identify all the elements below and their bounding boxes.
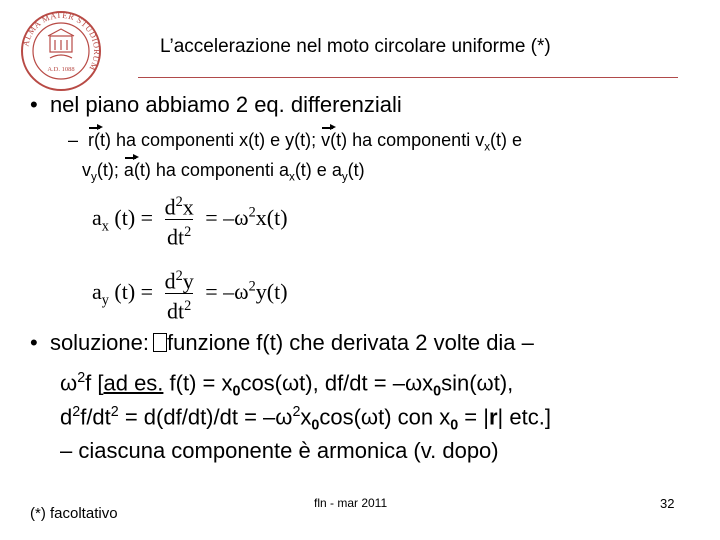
a-text-a: (t) ha componenti a <box>133 160 289 180</box>
eq2-rhs-a: = –ω <box>205 278 249 304</box>
a-text-b: (t) e a <box>294 160 342 180</box>
eq2-denominator: $dt^2$ <box>165 293 193 323</box>
footer-note: (*) facoltativo <box>30 505 118 522</box>
eq2-rhs-b: y(t) <box>255 278 288 304</box>
eq2-lhs-arg: (t) = <box>114 278 154 304</box>
r-vector-symbol: r <box>88 130 95 150</box>
v-vector-symbol: v <box>321 130 331 150</box>
bullet-1 <box>30 92 402 118</box>
equation-ay <box>92 264 288 324</box>
slide-title: L’accelerazione nel moto circolare uniforme (*) <box>160 36 551 57</box>
a-sub-y: y <box>341 170 348 184</box>
vy-v: v <box>82 160 91 180</box>
eq1-denominator: $dt^2$ <box>165 219 193 249</box>
v-text-a: (t) ha componenti v <box>330 130 485 150</box>
sub-bullet-dash: – <box>68 130 79 150</box>
eq1-numerator: $d^2x$ <box>164 194 194 220</box>
r-text: (t) ha componenti x(t) e y(t); <box>94 130 317 150</box>
a-text-c: (t) <box>347 160 365 180</box>
bullet-1-text: nel piano abbiamo 2 eq. differenziali <box>49 92 402 117</box>
bullet-2-label: soluzione: <box>49 330 150 355</box>
bullet-2-line-4: – ciascuna componente è armonica (v. dopo) <box>60 438 499 463</box>
eq1-lhs: a <box>92 204 102 230</box>
bullet-2 <box>30 330 534 356</box>
page-number: 32 <box>660 496 675 511</box>
eq1-rhs-sup: 2 <box>248 204 256 221</box>
bullet-1-subline-1 <box>68 130 522 154</box>
a-sub-x: x <box>288 170 295 184</box>
ad-es-underlined: ad es. <box>103 370 164 396</box>
bullet-2-line-3: $d^2f/dt^2 = d(df/dt)/dt = -\omega^2x_0\cos(\omega t)$ con $x_0 = |r|$ etc.] <box>60 404 551 434</box>
bullet-2-line-2: $\omega^2f$ [ad es. $f(t) = x_0\cos(\omega t)$, $df/dt = -\omega x_0\sin(\omega t)$, <box>60 370 514 400</box>
eq1-rhs-a: = –ω <box>205 204 249 230</box>
r-bold: r <box>488 404 498 430</box>
eq1-fraction <box>163 190 196 250</box>
missing-glyph-box-icon <box>153 333 167 352</box>
equation-ax <box>92 190 288 250</box>
eq1-lhs-sub: x <box>101 218 109 235</box>
footer-center: fln - mar 2011 <box>314 496 388 510</box>
vy-text: (t); <box>96 160 119 180</box>
a-vector-symbol: a <box>123 160 134 180</box>
bullet-2-text: funzione f(t) che derivata 2 volte dia – <box>167 330 534 355</box>
eq2-lhs-sub: y <box>101 292 109 309</box>
eq1-rhs-b: x(t) <box>255 204 288 230</box>
v-sub-x: x <box>484 140 491 154</box>
eq1-lhs-arg: (t) = <box>114 204 154 230</box>
title-divider <box>138 77 678 78</box>
seal-year: A.D. 1088 <box>47 66 75 73</box>
seal-text: ALMA MATER STUDIORUM <box>20 10 102 73</box>
vy-sub: y <box>91 170 97 184</box>
university-seal-logo <box>20 10 102 92</box>
bullet-1-subline-2 <box>82 160 365 184</box>
bullet-marker: • <box>30 330 38 355</box>
v-text-b: (t) e <box>490 130 523 150</box>
eq2-numerator: $d^2y$ <box>164 268 194 294</box>
eq2-lhs: a <box>92 278 102 304</box>
eq2-fraction <box>163 264 196 324</box>
bullet-marker: • <box>30 92 38 117</box>
eq2-rhs-sup: 2 <box>248 278 256 295</box>
